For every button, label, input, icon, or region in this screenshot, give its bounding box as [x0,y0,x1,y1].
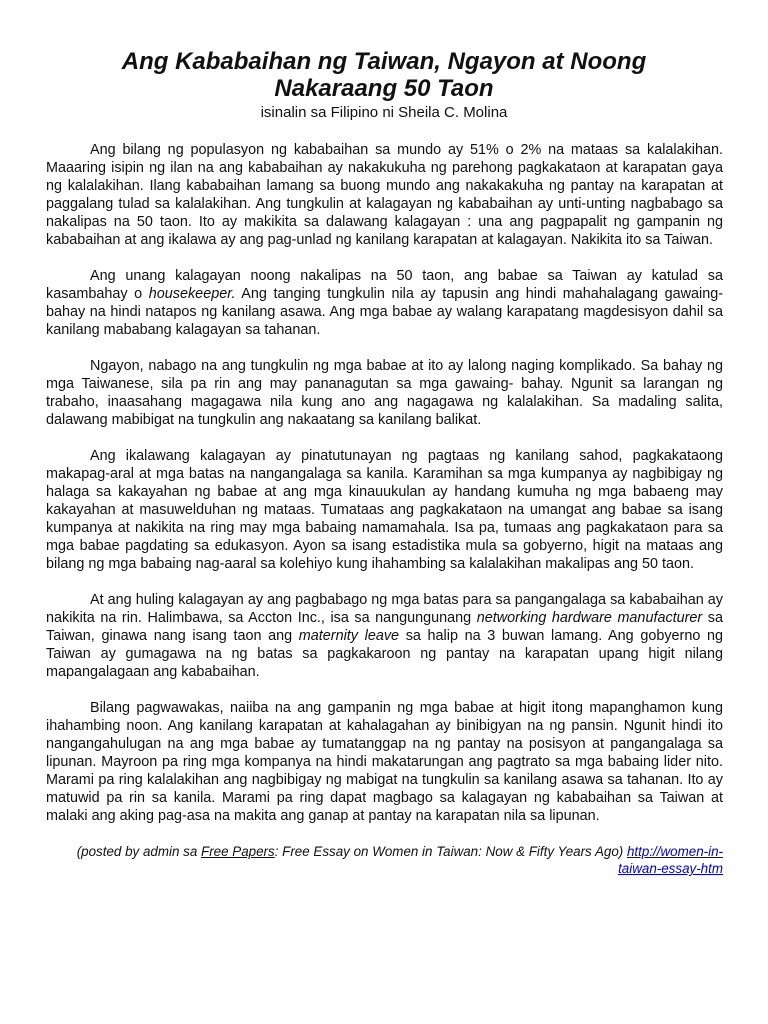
paragraph-5 [46,591,723,681]
source-footer [46,843,723,877]
paragraph-5-text-a: At ang huling kalagayan ay ang pagbabago ng mga batas para sa pangangalaga sa kababaihan ay nakikita na rin. Halimbawa, sa Accton Inc., isa sa nangungunang [46,592,723,626]
paragraph-2-text-b: Ang tanging tungkulin nila ay tapusin ang hindi mahahalagang gawaing-bahay na hindi natapos ng kanilang asawa. Ang mga babae ay walang karapatang magdesisyon dahil sa kanilang mababang kalagayan sa tahanan. [46,286,723,338]
title-line-1: Ang Kababaihan ng Taiwan, Ngayon at Noong [121,48,647,75]
paragraph-5-emphasis-2: maternity leave [298,628,400,644]
essay-url-part-2: taiwan-essay-htm [618,861,723,876]
subtitle: isinalin sa Filipino ni Sheila C. Molina [260,104,508,121]
free-papers-link[interactable]: Free Papers [201,844,275,859]
essay-url-part-1: http://women-in- [626,844,723,859]
footer-prefix: (posted by admin sa [76,844,202,859]
footer-middle: : Free Essay on Women in Taiwan: Now & Fifty Years Ago) [274,844,627,859]
paragraph-5-emphasis-1: networking hardware manufacturer [476,610,703,626]
essay-body [46,141,723,877]
title-line-2: Nakaraang 50 Taon [274,75,494,102]
paragraph-6: Bilang pagwawakas, naiiba na ang gampanin ng mga babae at higit itong mapanghamon kung ihahambing noon. Ang kanilang karapatan at kahalagahan ay binibigyan na ng pansin. Ngunit hindi ito nangangahulugan na ang mga babae ay tumatanggap na ng pantay na posisyon at pangangalaga sa lipunan. Mayroon pa ring mga kompanya na hindi makatarungan ang pagtrato sa mga babaing lider nito. Marami pa ring kalalakihan ang nagbibigay ng mabigat na tungkulin sa kanilang asawa sa tahanan. Ito ay matuwid pa rin sa kanila. Marami pa ring dapat magbago sa kalagayan ng kababaihan sa Taiwan at malaki ang aking pag-asa na makita ang ganap at pantay na karapatan nila sa lipunan. [46,700,723,824]
page-title [0,48,768,102]
paragraph-1: Ang bilang ng populasyon ng kababaihan sa mundo ay 51% o 2% na mataas sa kalalakihan. Maaaring isipin ng ilan na ang kababaihan ay nakakukuha ng parehong pagkakataon at karapatan gaya ng kalalakihan. Ilang kababaihan lamang sa buong mundo ang nakakakuha ng pantay na karapatan at paggalang tulad sa kalalakihan. Ang tungkulin at kalagayan ng kababaihan ay unti-unting nagbabago sa nakalipas na 50 taon. Ito ay makikita sa dalawang kalagayan : una ang pagpapalit ng gampanin ng kababaihan at ang ikalawa ay ang pag-unlad ng kanilang karapatan at kalagayan. Nakikita ito sa Taiwan. [46,142,723,248]
paragraph-3: Ngayon, nabago na ang tungkulin ng mga babae at ito ay lalong naging komplikado. Sa bahay ng mga Taiwanese, sila pa rin ang may pananagutan sa mga gawaing- bahay. Ngunit sa larangan ng trabaho, inaasahang magagawa nila kung ano ang nagagawa ng kalalakihan. Sa madaling salita, dalawang mabibigat na tungkulin ang nakaatang sa kanilang balikat. [46,358,723,428]
paragraph-5-text-c: sa halip na 3 buwan lamang. Ang gobyerno ng Taiwan ay gumagawa na ng batas sa pagkakaroon ng pantay na karapatan upang higit nilang mapangalagaan ang kababaihan. [46,628,723,680]
paragraph-5-text-b: sa Taiwan, ginawa nang isang taon ang [46,610,723,644]
essay-url-link[interactable] [618,844,723,876]
paragraph-2-emphasis: housekeeper. [148,286,236,302]
paragraph-2 [46,267,723,339]
paragraph-4: Ang ikalawang kalagayan ay pinatutunayan ng pagtaas ng kanilang sahod, pagkakataong makapag-aral at mga batas na nangangalaga sa kanila. Karamihan sa mga kumpanya ay nagbibigay ng halaga sa kakayahan ng babae at ang mga kinauukulan ay handang kumuha ng mga babaeng may kakayahan at masuwelduhan ng mataas. Tumataas ang pagkakataon na umangat ang babae sa isang kumpanya at nakikita na ring may mga babaing namamahala. Isa pa, tumaas ang pagkakataon para sa mga babae pagdating sa edukasyon. Ayon sa isang estadistika mula sa gobyerno, higit na mataas ang bilang ng mga babaing nag-aaral sa kolehiyo kung ihahambing sa kalalakihan makalipas ang 50 taon. [46,448,723,572]
paragraph-2-text-a: Ang unang kalagayan noong nakalipas na 50 taon, ang babae sa Taiwan ay katulad sa kasambahay o [46,268,723,302]
